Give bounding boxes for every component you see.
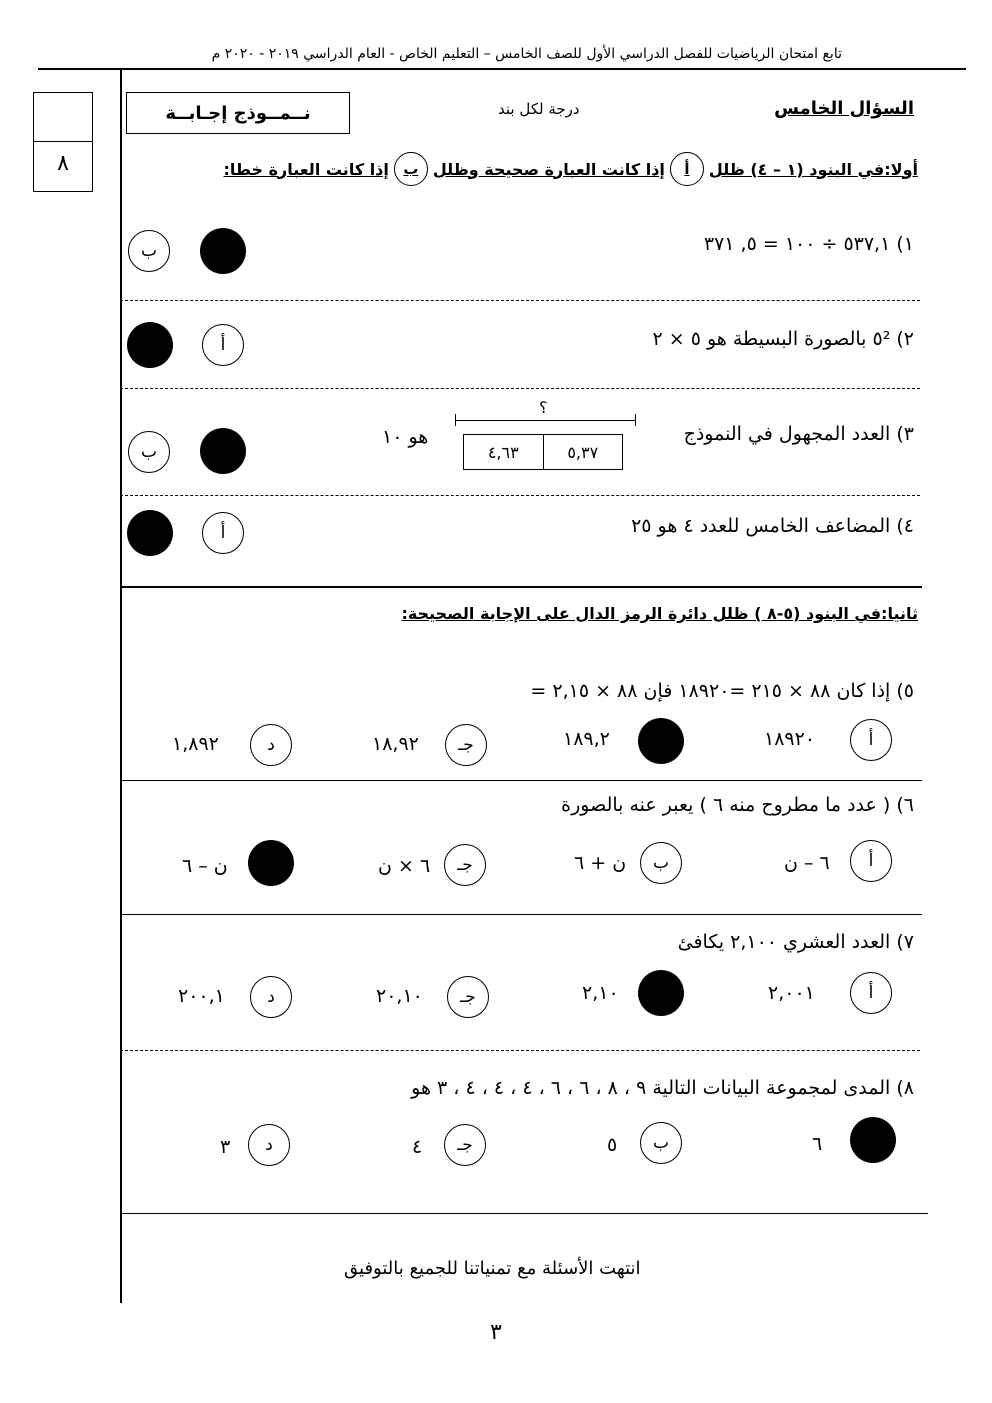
- item-7-option-d[interactable]: د: [250, 976, 292, 1018]
- item-2-answer-filled[interactable]: [127, 322, 173, 368]
- divider: [120, 914, 922, 915]
- item-1-option-circle[interactable]: ب: [128, 230, 170, 272]
- item-7-value-d: ٢٠٠,١: [178, 985, 225, 1007]
- item-8-option-d[interactable]: د: [248, 1124, 290, 1166]
- divider: [120, 388, 920, 389]
- item-4-text: ٤) المضاعف الخامس للعدد ٤ هو ٢٥: [631, 515, 914, 537]
- section-divider: [120, 586, 922, 588]
- item-8-value-a: ٦: [812, 1133, 823, 1155]
- item-7-value-b: ٢,١٠: [582, 982, 619, 1004]
- part1-instruction: [223, 152, 918, 186]
- score-value: ٨: [57, 151, 69, 176]
- item-7-option-a[interactable]: أ: [850, 972, 892, 1014]
- item-5-option-b-filled[interactable]: [638, 718, 684, 764]
- part1-instruction-c: إذا كانت العبارة خطا:: [223, 159, 389, 179]
- grade-note: درجة لكل بند: [498, 100, 580, 118]
- model-answer-label: نــمــوذج إجـابــة: [165, 102, 311, 124]
- item-6-value-d: ن – ٦: [182, 855, 228, 877]
- item-6-text: ٦) ( عدد ما مطروح منه ٦ ) يعبر عنه بالصورة: [561, 794, 914, 816]
- item-7-option-c[interactable]: جـ: [447, 976, 489, 1018]
- item-8-value-c: ٤: [412, 1136, 423, 1158]
- symbol-a-circle: أ: [670, 152, 704, 186]
- item-7-option-b-filled[interactable]: [638, 970, 684, 1016]
- item-6-option-c[interactable]: جـ: [444, 844, 486, 886]
- header-rule: [38, 68, 966, 70]
- score-box: [33, 92, 93, 192]
- item-5-value-d: ١,٨٩٢: [172, 733, 219, 755]
- model-cell-left: ٥,٣٧: [567, 442, 599, 462]
- item-5-option-c[interactable]: جـ: [445, 724, 487, 766]
- divider: [120, 1213, 928, 1214]
- part1-instruction-b: إذا كانت العبارة صحيحة وظلل: [432, 159, 665, 179]
- item-3-text: ٣) العدد المجهول في النموذج: [683, 423, 914, 445]
- item-6-option-d-filled[interactable]: [248, 840, 294, 886]
- item-1-answer-filled[interactable]: [200, 228, 246, 274]
- item-6-option-a[interactable]: أ: [850, 840, 892, 882]
- part2-instruction: ثانيا:في البنود (٥-٨ ) ظلل دائرة الرمز الدال على الإجابة الصحيحة:: [401, 604, 918, 623]
- item-6-value-b: ن + ٦: [574, 852, 627, 874]
- item-2-text: ٢) ٥² بالصورة البسيطة هو ٥ × ٢: [652, 328, 914, 350]
- item-8-option-c[interactable]: جـ: [444, 1124, 486, 1166]
- item-4-answer-filled[interactable]: [127, 510, 173, 556]
- item-5-value-b: ١٨٩,٢: [563, 728, 610, 750]
- item-5-option-a[interactable]: أ: [850, 719, 892, 761]
- part1-instruction-a: أولا:في البنود (١ – ٤) ظلل: [708, 159, 918, 179]
- item-3-option-circle[interactable]: ب: [128, 431, 170, 473]
- divider: [120, 1050, 920, 1051]
- item-5-option-d[interactable]: د: [250, 724, 292, 766]
- item-8-value-d: ٣: [220, 1136, 231, 1158]
- item-6-value-c: ٦ × ن: [378, 855, 431, 877]
- item-5-text: ٥) إذا كان ٨٨ × ٢١٥ =١٨٩٢٠ فإن ٨٨ × ٢,١٥ =: [530, 680, 914, 702]
- divider: [120, 495, 920, 496]
- item-8-option-a-filled[interactable]: [850, 1117, 896, 1163]
- page-header: تابع امتحان الرياضيات للفصل الدراسي الأول للصف الخامس – التعليم الخاص - العام الدراسي ٢٠١٩ - ٢٠٢٠ م: [211, 46, 842, 62]
- closing-text: انتهت الأسئلة مع تمنياتنا للجميع بالتوفيق: [344, 1258, 641, 1279]
- model-unknown: ؟: [539, 398, 548, 417]
- item-7-text: ٧) العدد العشري ٢,١٠٠ يكافئ: [677, 931, 914, 953]
- item-6-option-b[interactable]: ب: [640, 842, 682, 884]
- item-7-value-a: ٢,٠٠١: [768, 982, 815, 1004]
- item-8-value-b: ٥: [607, 1134, 618, 1156]
- divider: [120, 780, 922, 781]
- item-4-option-circle[interactable]: أ: [202, 512, 244, 554]
- model-cell-right: ٤,٦٣: [464, 435, 544, 469]
- item-3-suffix: هو ١٠: [382, 426, 429, 448]
- item-6-value-a: ٦ – ن: [784, 852, 830, 874]
- question-title: السؤال الخامس: [774, 98, 914, 119]
- item-8-text: ٨) المدى لمجموعة البيانات التالية ٩ ، ٨ ، ٦ ، ٦ ، ٤ ، ٤ ، ٤ ، ٣ هو: [411, 1077, 914, 1099]
- item-2-option-circle[interactable]: أ: [202, 324, 244, 366]
- item-7-value-c: ٢٠,١٠: [376, 985, 423, 1007]
- item-5-value-c: ١٨,٩٢: [372, 733, 419, 755]
- item-1-text: ١) ٥٣٧,١ ÷ ١٠٠ = ٥, ٣٧١: [703, 233, 914, 255]
- divider: [120, 300, 920, 301]
- item-8-option-b[interactable]: ب: [640, 1122, 682, 1164]
- item-3-model: [455, 400, 637, 475]
- symbol-b-circle: ب: [394, 152, 428, 186]
- left-border: [120, 68, 122, 1303]
- model-answer-box: [126, 92, 350, 134]
- item-3-answer-filled[interactable]: [200, 428, 246, 474]
- item-5-value-a: ١٨٩٢٠: [764, 728, 816, 750]
- page-number: ٣: [490, 1320, 502, 1345]
